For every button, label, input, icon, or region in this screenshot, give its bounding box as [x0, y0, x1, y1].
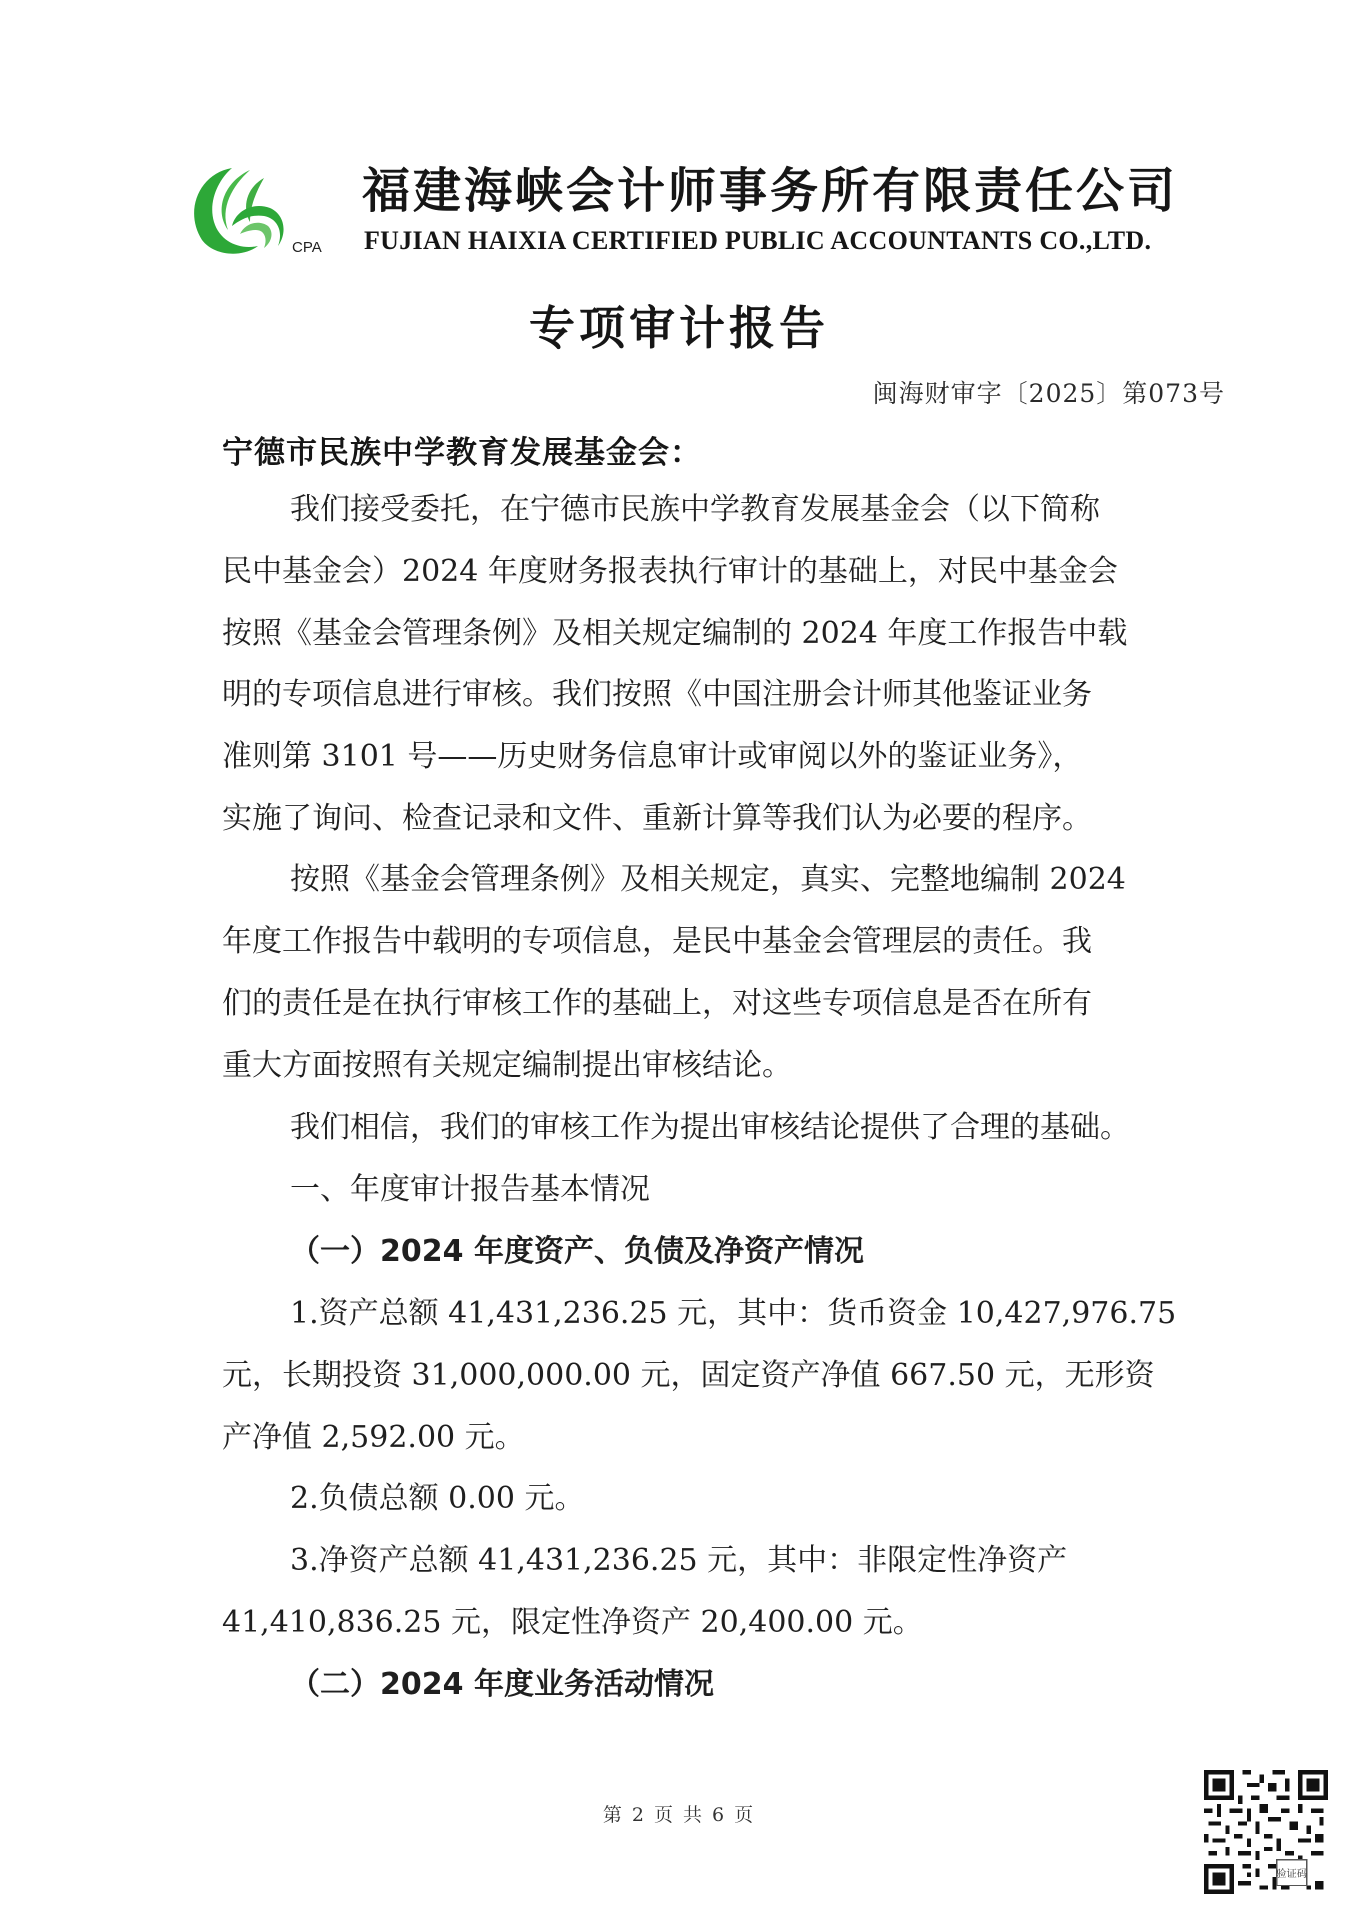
paragraph-1-line-2: 民中基金会）2024 年度财务报表执行审计的基础上，对民中基金会 — [222, 554, 1118, 589]
document-number: 闽海财审字〔2025〕第073号 — [872, 379, 1225, 408]
assets-line-3: 产净值 2,592.00 元。 — [222, 1420, 525, 1455]
paragraph-3: 我们相信，我们的审核工作为提出审核结论提供了合理的基础。 — [290, 1110, 1130, 1145]
subsection-heading-2: （二）2024 年度业务活动情况 — [290, 1667, 714, 1702]
qr-stamp-text: 验证码 — [1276, 1867, 1308, 1880]
company-name-en: FUJIAN HAIXIA CERTIFIED PUBLIC ACCOUNTANTS CO.,LTD. — [364, 226, 1152, 255]
paragraph-1-line-3: 按照《基金会管理条例》及相关规定编制的 2024 年度工作报告中载 — [222, 616, 1128, 651]
cpa-logo-icon — [180, 160, 330, 260]
assets-line-2: 元，长期投资 31,000,000.00 元，固定资产净值 667.50 元，无形资 — [222, 1358, 1155, 1393]
paragraph-1-line-1: 我们接受委托，在宁德市民族中学教育发展基金会（以下简称 — [290, 492, 1100, 527]
company-name-cn: 福建海峡会计师事务所有限责任公司 — [362, 163, 1179, 219]
net-assets-line-1: 3.净资产总额 41,431,236.25 元，其中：非限定性净资产 — [290, 1543, 1068, 1578]
paragraph-2-line-4: 重大方面按照有关规定编制提出审核结论。 — [222, 1048, 792, 1083]
logo-text: CPA — [292, 239, 322, 256]
report-title: 专项审计报告 — [529, 301, 829, 355]
net-assets-line-2: 41,410,836.25 元，限定性净资产 20,400.00 元。 — [222, 1605, 923, 1640]
paragraph-1-line-5: 准则第 3101 号——历史财务信息审计或审阅以外的鉴证业务》， — [222, 739, 1083, 774]
paragraph-2-line-3: 们的责任是在执行审核工作的基础上，对这些专项信息是否在所有 — [222, 986, 1092, 1021]
page-number: 第 2 页 共 6 页 — [602, 1804, 756, 1826]
paragraph-2-line-2: 年度工作报告中载明的专项信息，是民中基金会管理层的责任。我 — [222, 924, 1092, 959]
addressee: 宁德市民族中学教育发展基金会： — [222, 435, 702, 471]
verification-qr-code-icon — [1204, 1770, 1328, 1894]
paragraph-1-line-6: 实施了询问、检查记录和文件、重新计算等我们认为必要的程序。 — [222, 801, 1092, 836]
liabilities-line: 2.负债总额 0.00 元。 — [290, 1481, 585, 1516]
section-heading-1: 一、年度审计报告基本情况 — [290, 1172, 650, 1207]
assets-line-1: 1.资产总额 41,431,236.25 元，其中：货币资金 10,427,976.75 — [290, 1296, 1177, 1331]
paragraph-2-line-1: 按照《基金会管理条例》及相关规定，真实、完整地编制 2024 — [290, 862, 1126, 897]
paragraph-1-line-4: 明的专项信息进行审核。我们按照《中国注册会计师其他鉴证业务 — [222, 677, 1092, 712]
subsection-heading-1: （一）2024 年度资产、负债及净资产情况 — [290, 1234, 864, 1269]
